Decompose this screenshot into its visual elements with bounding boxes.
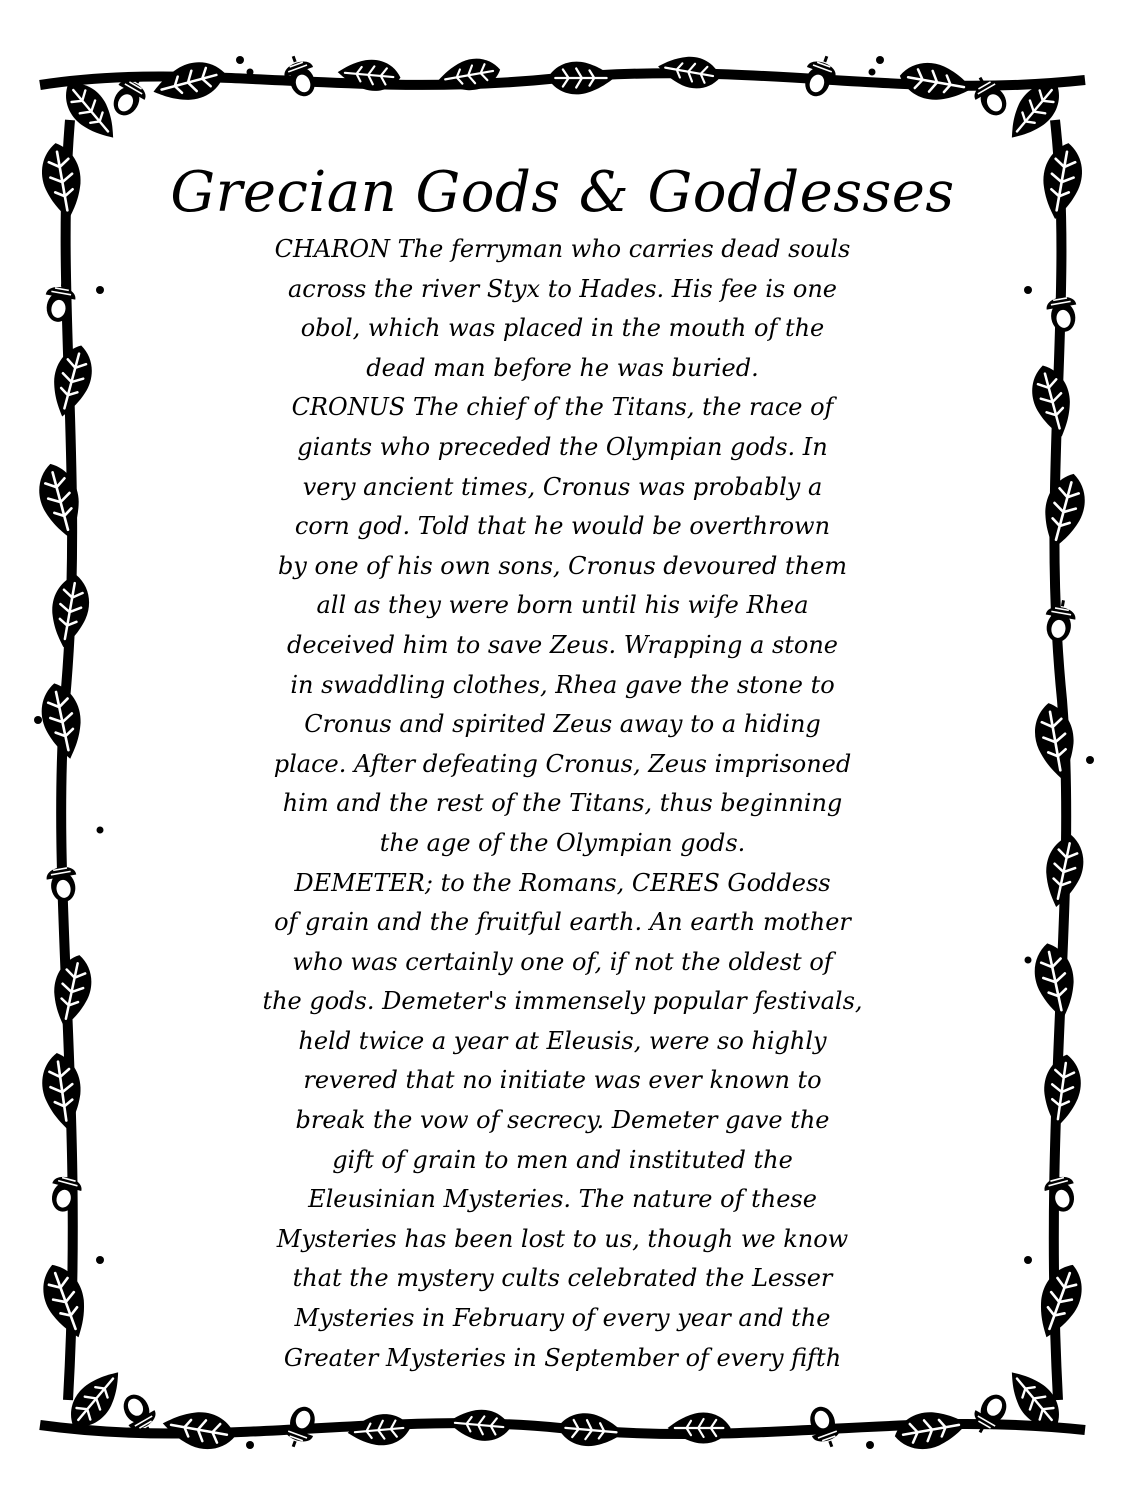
oak-leaf-icon (1036, 140, 1087, 222)
text-line: Greater Mysteries in September of every fifth (283, 1343, 842, 1372)
text-line: obol, which was placed in the mouth of the (300, 314, 825, 343)
oak-leaf-icon (46, 951, 97, 1030)
text-line: CRONUS The chief of the Titans, the race of (291, 393, 834, 422)
oak-leaf-icon (1039, 1052, 1085, 1130)
text-line: CHARON The ferryman who carries dead souls (274, 235, 851, 263)
acorn-icon (41, 278, 78, 325)
text-line: gift of grain to men and instituted the (332, 1145, 793, 1174)
text-line: break the vow of secrecy. Demeter gave the (295, 1106, 830, 1135)
text-line: who was certainly one of, if not the oldest of (292, 947, 833, 976)
oak-leaf-icon (897, 58, 976, 106)
text-line: Eleusinian Mysteries. The nature of these (308, 1185, 817, 1214)
text-line: in swaddling clothes, Rhea gave the stone to (290, 670, 835, 699)
oak-leaf-icon (32, 459, 89, 543)
acorn-icon (967, 1388, 1014, 1439)
oak-leaf-icon (548, 62, 615, 95)
text-line: held twice a year at Eleusis, were so highly (298, 1026, 827, 1055)
oak-leaf-icon (160, 1406, 239, 1454)
text-line: the gods. Demeter's immensely popular festivals, (262, 987, 863, 1016)
acorn-icon (967, 70, 1014, 121)
oak-leaf-icon (1038, 831, 1089, 910)
content-area (130, 150, 995, 1378)
body-text (130, 230, 995, 1378)
text-line: DEMETER; to the Romans, CERES Goddess (294, 868, 831, 897)
text-line: very ancient times, Cronus was probably a (302, 472, 823, 501)
top-border-vine (40, 51, 1085, 149)
text-line: dead man before he was buried. (366, 353, 759, 382)
acorn-icon (46, 1167, 86, 1215)
oak-leaf-icon (556, 1411, 625, 1449)
acorn-icon (279, 51, 322, 101)
oak-leaf-icon (34, 1258, 96, 1343)
text-line: that the mystery cults celebrated the Lesser (292, 1264, 833, 1293)
text-line: him and the rest of the Titans, thus beginning (282, 789, 843, 818)
oak-leaf-icon (346, 1412, 411, 1448)
text-line: revered that no initiate was ever known to (303, 1066, 822, 1095)
left-border-vine (32, 120, 104, 1400)
text-line: the age of the Olympian gods. (379, 828, 746, 857)
text-line: deceived him to save Zeus. Wrapping a stone (286, 630, 839, 659)
text-line: place. After defeating Cronus, Zeus imprisoned (273, 749, 852, 778)
text-line: of grain and the fruitful earth. An earth mother (274, 908, 851, 937)
text-line: corn god. Told that he would be overthrown (294, 512, 831, 541)
page-title: Grecian Gods & Goddesses (170, 160, 955, 225)
text-line: across the river Styx to Hades. His fee is one (288, 274, 837, 303)
right-border-vine (1024, 120, 1094, 1400)
text-line: Cronus and spirited Zeus away to a hiding (304, 710, 821, 739)
text-line: by one of his own sons, Cronus devoured them (277, 551, 848, 580)
oak-leaf-icon (36, 679, 89, 762)
oak-leaf-icon (892, 1406, 971, 1454)
oak-leaf-icon (655, 51, 722, 92)
text-line: Mysteries has been lost to us, though we know (276, 1224, 849, 1253)
oak-leaf-icon (1030, 700, 1081, 782)
oak-leaf-icon (38, 1050, 86, 1132)
oak-leaf-icon (149, 55, 229, 109)
text-line: all as they were born until his wife Rhea (316, 591, 809, 620)
text-line: Mysteries in February of every year and the (294, 1304, 831, 1333)
oak-leaf-icon (46, 572, 94, 651)
acorn-icon (1040, 1167, 1080, 1215)
text-line: giants who preceded the Olympian gods. In (297, 432, 828, 461)
oak-leaf-icon (446, 1407, 511, 1443)
oak-leaf-icon (1029, 939, 1082, 1022)
oak-leaf-icon (1035, 469, 1092, 553)
oak-leaf-icon (37, 140, 88, 222)
